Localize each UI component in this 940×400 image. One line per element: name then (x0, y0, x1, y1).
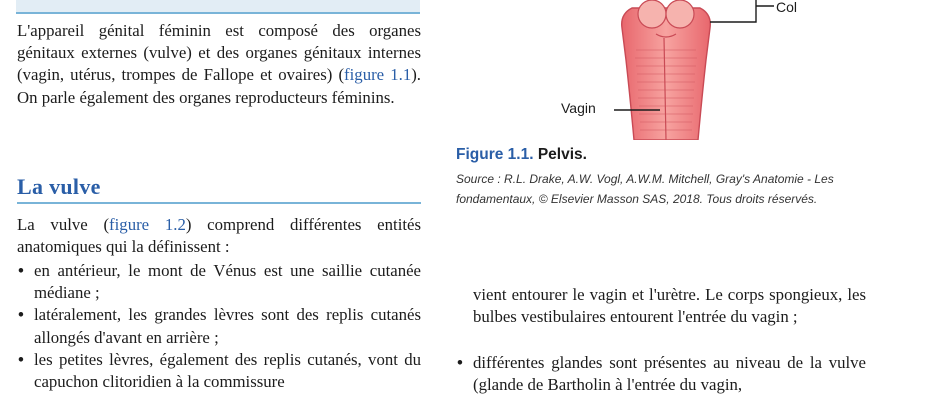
section-header-band (16, 0, 420, 14)
list-item (17, 349, 421, 393)
figure-label-col: Col (776, 0, 798, 15)
bullet-icon: • (18, 305, 24, 325)
intro-text-start: L'appareil génital féminin est composé des organes génitaux externes (vulve) et des organes génitaux internes (vagin, utérus, trompes de Fallope et ovaires) ( (17, 21, 421, 85)
intro-paragraph (17, 20, 421, 109)
figure-label-vagin: Vagin (561, 100, 596, 116)
section-heading-text: La vulve (17, 174, 101, 199)
vulve-intro-text-start: La vulve ( (17, 215, 110, 234)
list-item (456, 352, 866, 396)
list-item-text: en antérieur, le mont de Vénus est une saillie cutanée médiane ; (34, 261, 421, 303)
figure-reference-link[interactable]: figure 1.1 (344, 65, 412, 85)
gland-bullet-list (456, 352, 866, 396)
list-item-text: différentes glandes sont présentes au niveau de la vulve (glande de Bartholin à l'entrée du vagin, (473, 353, 866, 395)
bullet-icon: • (18, 261, 24, 280)
figure-caption-number: Figure 1.1. (456, 146, 534, 163)
pelvis-illustration (560, 0, 820, 140)
list-item (17, 260, 421, 304)
intro-text-end: ). On parle également des organes reproducteurs féminins. (17, 65, 422, 107)
vulve-intro-paragraph (17, 214, 421, 258)
anatomy-bullet-list (17, 260, 421, 393)
bullet-icon: • (18, 349, 24, 369)
figure-caption (456, 146, 587, 164)
list-item-text: latéralement, les grandes lèvres sont des replis cutanés allongés d'avant en arrière ; (34, 305, 421, 347)
continued-paragraph: vient entourer le vagin et l'urètre. Le corps spongieux, les bulbes vestibulaires entourent l'entrée du vagin ; (473, 285, 866, 327)
bullet-icon: • (457, 353, 463, 372)
vulve-intro-text-end: ) comprend différentes entités anatomiques qui la définissent : (17, 215, 421, 257)
list-item-text: les petites lèvres, également des replis cutanés, vont du capuchon clitoridien à la commissure (34, 349, 421, 392)
figure-reference-link[interactable]: figure 1.2 (109, 215, 186, 234)
list-item (17, 304, 421, 348)
section-heading (17, 170, 421, 204)
figure-caption-title: Pelvis. (537, 146, 587, 163)
figure-source: Source : R.L. Drake, A.W. Vogl, A.W.M. Mitchell, Gray's Anatomie - Les fondamentaux, © Elsevier Masson SAS, 2018. Tous droits réservés. (456, 172, 834, 206)
